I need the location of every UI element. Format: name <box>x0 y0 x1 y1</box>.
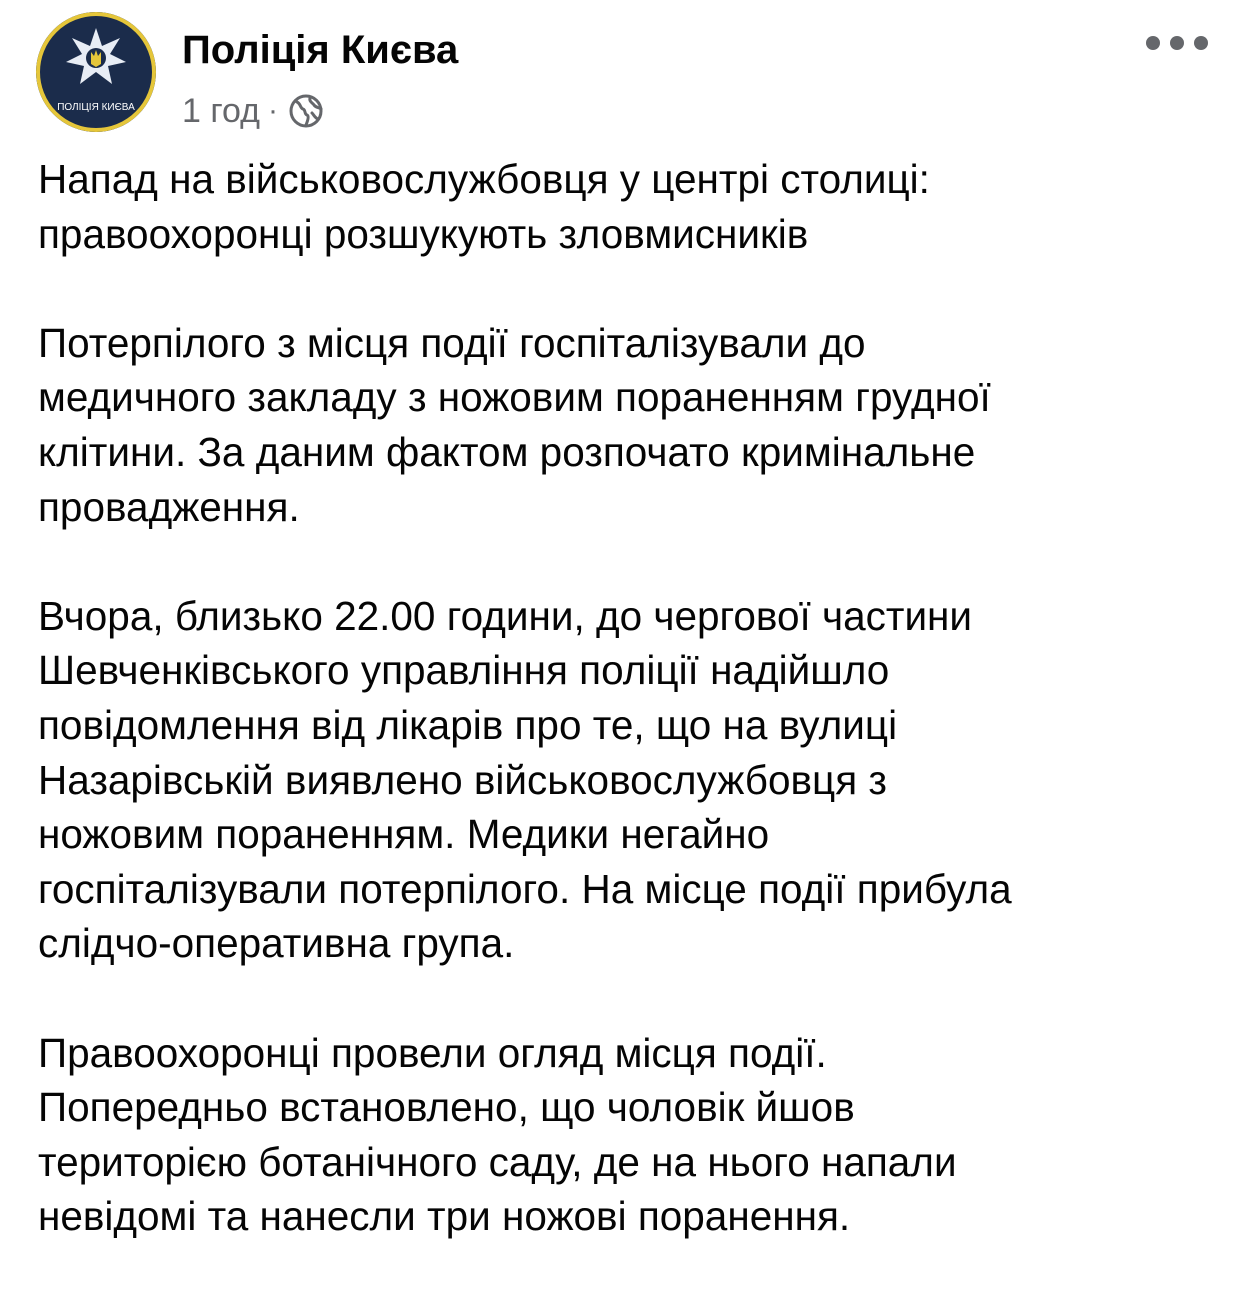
avatar[interactable] <box>36 12 156 132</box>
post-paragraph: Вчора, близько 22.00 години, до чергової частини Шевченківського управління поліції надійшло повідомлення від лікарів про те, що на вулиці Назарівській виявлено військовослужбовця з ножовим пораненням. Медики негайно госпіталізували потерпілого. На місце події прибула слідчо-оперативна група. <box>38 592 1012 967</box>
more-horizontal-icon <box>1146 36 1160 50</box>
avatar-label: ПОЛІЦІЯ КИЄВА <box>57 102 135 113</box>
post-paragraph: Потерпілого з місця події госпіталізували до медичного закладу з ножовим пораненням грудної клітини. За даним фактом розпочато кримінальне провадження. <box>38 319 991 530</box>
more-options-button[interactable] <box>1146 26 1208 60</box>
page-name-link[interactable]: Поліція Києва <box>182 28 459 72</box>
police-logo-icon <box>36 12 156 132</box>
post-time-link[interactable]: 1 год <box>182 91 261 130</box>
globe-icon[interactable] <box>288 93 324 129</box>
post-message <box>38 152 1208 1298</box>
meta-separator: · <box>268 94 279 127</box>
post-paragraph: Напад на військовослужбовця у центрі столиці: правоохоронці розшукують зловмисників <box>38 156 930 257</box>
post-paragraph: Правоохоронці провели огляд місця події. Попередньо встановлено, що чоловік йшов територією ботанічного саду, де на нього напали невідомі та нанесли три ножові поранення. <box>38 1029 957 1240</box>
post-meta <box>182 88 324 134</box>
